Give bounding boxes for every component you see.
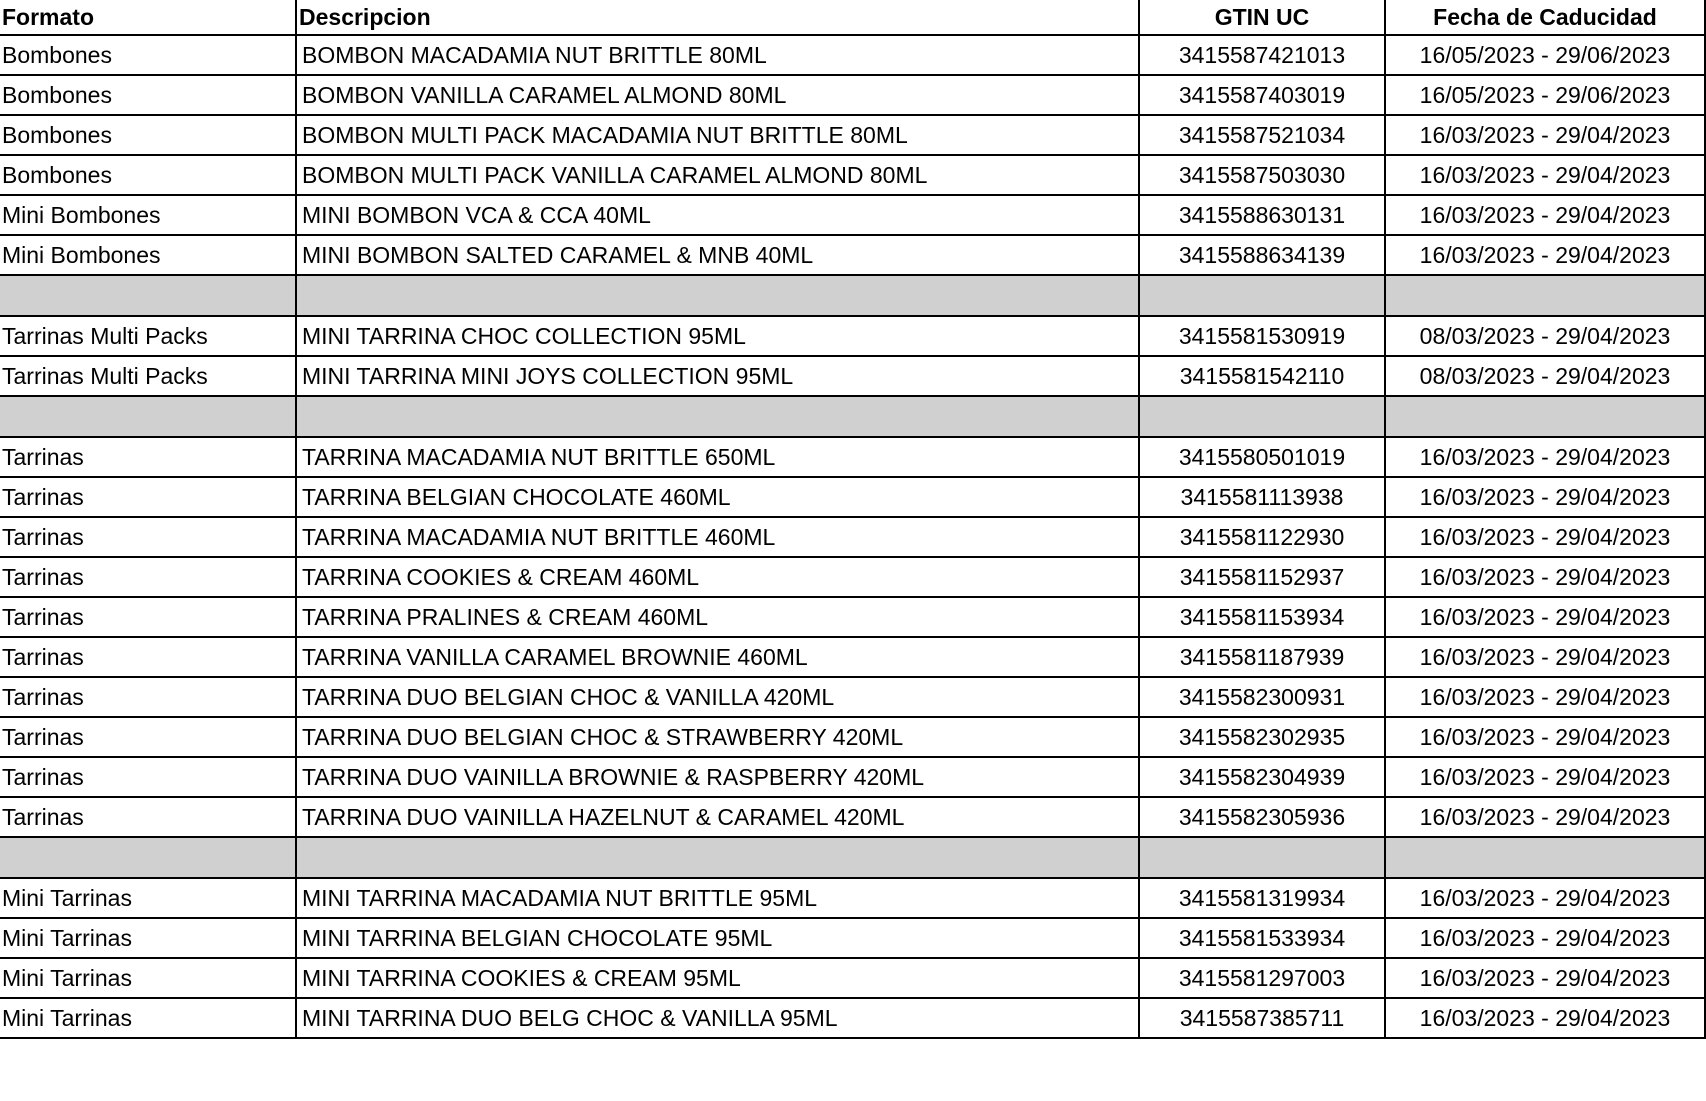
table-row	[0, 878, 1705, 918]
table-row	[0, 757, 1705, 797]
cell-fecha: 16/03/2023 - 29/04/2023	[1385, 235, 1705, 275]
cell-formato: Tarrinas	[0, 597, 296, 637]
cell-gtin: 3415581187939	[1139, 637, 1385, 677]
cell-formato: Mini Tarrinas	[0, 958, 296, 998]
group-separator-row	[0, 275, 1705, 316]
cell-gtin: 3415581297003	[1139, 958, 1385, 998]
table-row	[0, 958, 1705, 998]
cell-descripcion: TARRINA DUO VAINILLA HAZELNUT & CARAMEL 420ML	[296, 797, 1139, 837]
cell-formato: Bombones	[0, 115, 296, 155]
cell-fecha: 08/03/2023 - 29/04/2023	[1385, 316, 1705, 356]
table-row	[0, 195, 1705, 235]
table-row	[0, 918, 1705, 958]
separator-cell	[0, 396, 296, 437]
cell-formato: Bombones	[0, 155, 296, 195]
cell-descripcion: TARRINA MACADAMIA NUT BRITTLE 650ML	[296, 437, 1139, 477]
separator-cell	[296, 837, 1139, 878]
table-row	[0, 677, 1705, 717]
table-row	[0, 155, 1705, 195]
cell-formato: Mini Tarrinas	[0, 878, 296, 918]
cell-formato: Mini Tarrinas	[0, 998, 296, 1038]
header-fecha: Fecha de Caducidad	[1385, 0, 1705, 35]
cell-fecha: 16/05/2023 - 29/06/2023	[1385, 35, 1705, 75]
cell-fecha: 16/03/2023 - 29/04/2023	[1385, 195, 1705, 235]
cell-descripcion: MINI BOMBON SALTED CARAMEL & MNB 40ML	[296, 235, 1139, 275]
cell-gtin: 3415582305936	[1139, 797, 1385, 837]
table-row	[0, 477, 1705, 517]
cell-formato: Bombones	[0, 75, 296, 115]
table-row	[0, 35, 1705, 75]
cell-fecha: 08/03/2023 - 29/04/2023	[1385, 356, 1705, 396]
cell-descripcion: MINI TARRINA CHOC COLLECTION 95ML	[296, 316, 1139, 356]
cell-gtin: 3415581533934	[1139, 918, 1385, 958]
cell-gtin: 3415581319934	[1139, 878, 1385, 918]
header-formato: Formato	[0, 0, 296, 35]
cell-descripcion: MINI BOMBON VCA & CCA 40ML	[296, 195, 1139, 235]
cell-gtin: 3415581542110	[1139, 356, 1385, 396]
cell-gtin: 3415588634139	[1139, 235, 1385, 275]
cell-descripcion: MINI TARRINA COOKIES & CREAM 95ML	[296, 958, 1139, 998]
separator-cell	[296, 396, 1139, 437]
cell-gtin: 3415581152937	[1139, 557, 1385, 597]
table-row	[0, 517, 1705, 557]
cell-formato: Tarrinas	[0, 477, 296, 517]
cell-gtin: 3415582300931	[1139, 677, 1385, 717]
cell-gtin: 3415582304939	[1139, 757, 1385, 797]
table-row	[0, 235, 1705, 275]
separator-cell	[1139, 396, 1385, 437]
table-body	[0, 35, 1705, 1038]
cell-fecha: 16/03/2023 - 29/04/2023	[1385, 597, 1705, 637]
cell-fecha: 16/03/2023 - 29/04/2023	[1385, 477, 1705, 517]
table-row	[0, 597, 1705, 637]
cell-fecha: 16/03/2023 - 29/04/2023	[1385, 918, 1705, 958]
cell-formato: Mini Tarrinas	[0, 918, 296, 958]
cell-gtin: 3415587521034	[1139, 115, 1385, 155]
cell-formato: Tarrinas	[0, 517, 296, 557]
cell-gtin: 3415587421013	[1139, 35, 1385, 75]
cell-fecha: 16/03/2023 - 29/04/2023	[1385, 958, 1705, 998]
cell-descripcion: BOMBON MULTI PACK VANILLA CARAMEL ALMOND 80ML	[296, 155, 1139, 195]
cell-formato: Tarrinas	[0, 757, 296, 797]
cell-descripcion: TARRINA DUO BELGIAN CHOC & VANILLA 420ML	[296, 677, 1139, 717]
cell-fecha: 16/03/2023 - 29/04/2023	[1385, 677, 1705, 717]
cell-formato: Tarrinas	[0, 437, 296, 477]
cell-gtin: 3415581153934	[1139, 597, 1385, 637]
cell-formato: Mini Bombones	[0, 195, 296, 235]
cell-gtin: 3415587403019	[1139, 75, 1385, 115]
cell-formato: Tarrinas	[0, 637, 296, 677]
cell-fecha: 16/03/2023 - 29/04/2023	[1385, 757, 1705, 797]
header-row	[0, 0, 1705, 35]
separator-cell	[0, 275, 296, 316]
cell-descripcion: MINI TARRINA MINI JOYS COLLECTION 95ML	[296, 356, 1139, 396]
cell-gtin: 3415582302935	[1139, 717, 1385, 757]
table-row	[0, 75, 1705, 115]
header-gtin: GTIN UC	[1139, 0, 1385, 35]
cell-formato: Tarrinas	[0, 677, 296, 717]
cell-formato: Mini Bombones	[0, 235, 296, 275]
cell-descripcion: TARRINA VANILLA CARAMEL BROWNIE 460ML	[296, 637, 1139, 677]
cell-gtin: 3415580501019	[1139, 437, 1385, 477]
cell-formato: Bombones	[0, 35, 296, 75]
cell-formato: Tarrinas	[0, 717, 296, 757]
table-row	[0, 717, 1705, 757]
cell-gtin: 3415581122930	[1139, 517, 1385, 557]
cell-formato: Tarrinas Multi Packs	[0, 356, 296, 396]
cell-gtin: 3415588630131	[1139, 195, 1385, 235]
table-row	[0, 637, 1705, 677]
cell-fecha: 16/03/2023 - 29/04/2023	[1385, 437, 1705, 477]
cell-descripcion: MINI TARRINA BELGIAN CHOCOLATE 95ML	[296, 918, 1139, 958]
separator-cell	[296, 275, 1139, 316]
cell-gtin: 3415587385711	[1139, 998, 1385, 1038]
separator-cell	[1139, 837, 1385, 878]
table-row	[0, 316, 1705, 356]
table-row	[0, 998, 1705, 1038]
cell-gtin: 3415581530919	[1139, 316, 1385, 356]
separator-cell	[1385, 396, 1705, 437]
cell-descripcion: BOMBON MULTI PACK MACADAMIA NUT BRITTLE 80ML	[296, 115, 1139, 155]
separator-cell	[1385, 837, 1705, 878]
header-descripcion: Descripcion	[296, 0, 1139, 35]
cell-fecha: 16/03/2023 - 29/04/2023	[1385, 797, 1705, 837]
cell-fecha: 16/03/2023 - 29/04/2023	[1385, 717, 1705, 757]
cell-descripcion: TARRINA PRALINES & CREAM 460ML	[296, 597, 1139, 637]
cell-fecha: 16/03/2023 - 29/04/2023	[1385, 155, 1705, 195]
cell-gtin: 3415581113938	[1139, 477, 1385, 517]
cell-fecha: 16/03/2023 - 29/04/2023	[1385, 557, 1705, 597]
table-row	[0, 557, 1705, 597]
separator-cell	[0, 837, 296, 878]
cell-fecha: 16/05/2023 - 29/06/2023	[1385, 75, 1705, 115]
cell-fecha: 16/03/2023 - 29/04/2023	[1385, 998, 1705, 1038]
group-separator-row	[0, 837, 1705, 878]
cell-descripcion: TARRINA MACADAMIA NUT BRITTLE 460ML	[296, 517, 1139, 557]
cell-gtin: 3415587503030	[1139, 155, 1385, 195]
table-row	[0, 115, 1705, 155]
cell-formato: Tarrinas Multi Packs	[0, 316, 296, 356]
cell-formato: Tarrinas	[0, 797, 296, 837]
table-row	[0, 356, 1705, 396]
separator-cell	[1385, 275, 1705, 316]
cell-formato: Tarrinas	[0, 557, 296, 597]
cell-fecha: 16/03/2023 - 29/04/2023	[1385, 878, 1705, 918]
cell-descripcion: TARRINA COOKIES & CREAM 460ML	[296, 557, 1139, 597]
separator-cell	[1139, 275, 1385, 316]
cell-descripcion: TARRINA DUO BELGIAN CHOC & STRAWBERRY 420ML	[296, 717, 1139, 757]
cell-descripcion: MINI TARRINA MACADAMIA NUT BRITTLE 95ML	[296, 878, 1139, 918]
cell-fecha: 16/03/2023 - 29/04/2023	[1385, 517, 1705, 557]
cell-fecha: 16/03/2023 - 29/04/2023	[1385, 637, 1705, 677]
cell-descripcion: MINI TARRINA DUO BELG CHOC & VANILLA 95ML	[296, 998, 1139, 1038]
table-row	[0, 437, 1705, 477]
group-separator-row	[0, 396, 1705, 437]
cell-descripcion: BOMBON VANILLA CARAMEL ALMOND 80ML	[296, 75, 1139, 115]
cell-descripcion: BOMBON MACADAMIA NUT BRITTLE 80ML	[296, 35, 1139, 75]
cell-descripcion: TARRINA DUO VAINILLA BROWNIE & RASPBERRY 420ML	[296, 757, 1139, 797]
table-row	[0, 797, 1705, 837]
cell-fecha: 16/03/2023 - 29/04/2023	[1385, 115, 1705, 155]
cell-descripcion: TARRINA BELGIAN CHOCOLATE 460ML	[296, 477, 1139, 517]
